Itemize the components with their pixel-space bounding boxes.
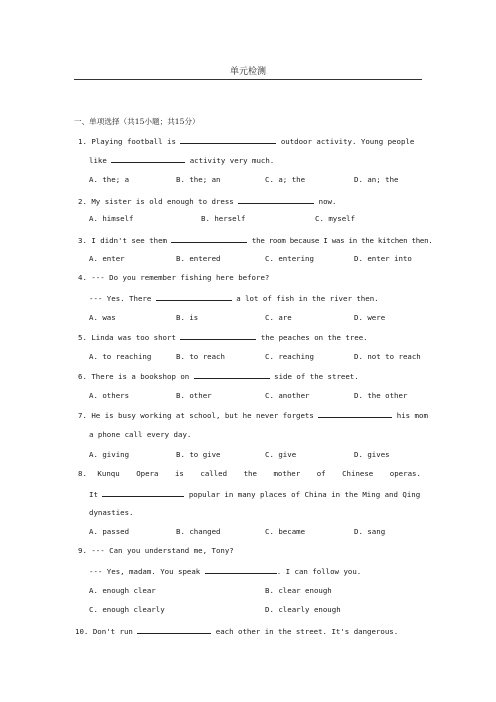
question-10-line [75,626,398,637]
question-8-option-b[interactable]: B. changed [176,527,221,536]
question-8-word: is [174,469,184,478]
question-7-blank[interactable] [318,410,392,418]
question-6-option-c[interactable]: C. another [265,391,310,400]
header-rule [74,79,422,80]
question-1-line-2 [89,155,274,166]
question-6-number: 6. [78,372,87,381]
question-7-text: He is busy working at school, but he never forgets [91,411,314,420]
question-4-option-d[interactable]: D. were [354,313,386,322]
question-8-text: It [89,490,98,499]
question-4-text: --- Do you remember fishing here before? [91,273,270,282]
question-3-line [78,235,433,246]
question-3-option-d[interactable]: D. enter into [354,254,412,263]
question-9-text-2: --- Yes, madam. You speak [89,567,201,576]
question-9-line-2 [89,566,361,577]
question-2-option-a[interactable]: A. himself [89,214,134,223]
question-5-text: Linda was too short [91,333,176,342]
question-6-text-cont: side of the street. [274,372,359,381]
question-3-option-a[interactable]: A. enter [89,254,125,263]
question-1-option-d[interactable]: D. an; the [354,175,399,184]
question-8-text-cont: popular in many places of China in the Ming and Qing [188,490,421,499]
question-6-blank[interactable] [194,371,270,379]
question-8-option-a[interactable]: A. passed [89,527,130,536]
question-6-option-d[interactable]: D. the other [354,391,408,400]
question-3-text-cont: the room because I was in the kitchen then. [251,236,433,245]
question-6-line [78,371,359,382]
question-10-blank[interactable] [137,626,211,634]
question-2-blank[interactable] [238,196,314,204]
question-2-text: My sister is old enough to dress [91,197,234,206]
question-8-word: of [316,469,326,478]
question-1-text-2: like [89,156,107,165]
question-1-text: Playing football is [91,137,176,146]
question-2-text-cont: now. [318,197,337,206]
question-1-blank-2[interactable] [111,155,185,163]
question-9-text-3: . I can follow you. [276,567,362,576]
question-5-text-cont: the peaches on the tree. [260,333,368,342]
question-4-text-3: a lot of fish in the river then. [236,294,379,303]
question-7-line-1 [78,410,428,421]
question-4-blank[interactable] [156,293,232,301]
question-7-option-b[interactable]: B. to give [176,450,221,459]
question-8-word: the [243,469,257,478]
question-4-number: 4. [78,273,87,282]
question-7-text-cont: his mom [396,411,428,420]
question-5-blank[interactable] [180,332,256,340]
question-3-number: 3. [78,236,87,245]
question-6-option-a[interactable]: A. others [89,391,130,400]
question-1-option-c[interactable]: C. a; the [265,175,306,184]
question-5-line [78,332,368,343]
question-9-option-b[interactable]: B. clear enough [265,586,332,595]
question-4-line-2 [89,293,379,304]
question-1-option-b[interactable]: B. the; an [176,175,221,184]
question-7-option-d[interactable]: D. gives [354,450,390,459]
question-5-number: 5. [78,333,87,342]
question-8-option-c[interactable]: C. became [265,527,306,536]
question-8-number: 8. [78,469,87,478]
question-1-text-cont: outdoor activity. Young people [280,137,415,146]
question-7-line-2: a phone call every day. [89,430,192,439]
question-2-number: 2. [78,197,87,206]
question-8-word: operas. [389,469,421,478]
question-10-text-cont: each other in the street. It's dangerous. [215,627,399,636]
question-4-option-a[interactable]: A. was [89,313,116,322]
question-5-option-a[interactable]: A. to reaching [89,352,152,361]
question-8-line-2 [89,489,420,500]
question-3-blank[interactable] [171,235,247,243]
question-9-text: --- Can you understand me, Tony? [91,546,234,555]
question-8-word: Kunqu [97,469,120,478]
question-6-option-b[interactable]: B. other [176,391,212,400]
question-1-number: 1. [78,137,87,146]
question-8-blank[interactable] [102,489,184,497]
question-6-text: There is a bookshop on [91,372,190,381]
question-4-text-2: --- Yes. There [89,294,152,303]
question-8-word: Chinese [342,469,374,478]
question-8-word: Opera [136,469,159,478]
question-1-blank-1[interactable] [180,136,276,144]
question-1-text-3: activity very much. [189,156,275,165]
question-3-option-c[interactable]: C. entering [265,254,314,263]
section-heading: 一、单项选择（共15小题；共15分） [74,117,200,126]
question-9-option-d[interactable]: D. clearly enough [265,605,341,614]
question-8-line-1 [78,469,421,479]
question-8-option-d[interactable]: D. sang [354,527,386,536]
question-8-word: mother [273,469,301,478]
page-title: 单元检测 [229,67,266,77]
question-9-option-c[interactable]: C. enough clearly [89,605,165,614]
question-5-option-c[interactable]: C. reaching [265,352,314,361]
question-7-option-c[interactable]: C. give [265,450,297,459]
question-8-word: called [200,469,228,478]
question-1-option-a[interactable]: A. the; a [89,175,130,184]
question-9-number: 9. [78,546,87,555]
question-9-blank[interactable] [205,566,277,574]
question-2-line [78,196,336,207]
question-2-option-b[interactable]: B. herself [201,214,246,223]
question-2-option-c[interactable]: C. myself [315,214,356,223]
question-1-line-1 [78,136,414,147]
question-3-text: I didn't see them [91,236,168,245]
question-9-option-a[interactable]: A. enough clear [89,586,156,595]
question-10-number: 10. [75,627,89,636]
question-5-option-b[interactable]: B. to reach [176,352,225,361]
question-7-option-a[interactable]: A. giving [89,450,130,459]
question-4-option-b[interactable]: B. is [176,313,199,322]
question-4-option-c[interactable]: C. are [265,313,292,322]
question-4-line-1 [78,273,269,283]
question-7-number: 7. [78,411,87,420]
question-8-line-3: dynasties. [89,508,134,517]
question-3-option-b[interactable]: B. entered [176,254,221,263]
question-5-option-d[interactable]: D. not to reach [354,352,421,361]
question-9-line-1 [78,546,234,556]
question-10-text: Don't run [92,627,133,636]
